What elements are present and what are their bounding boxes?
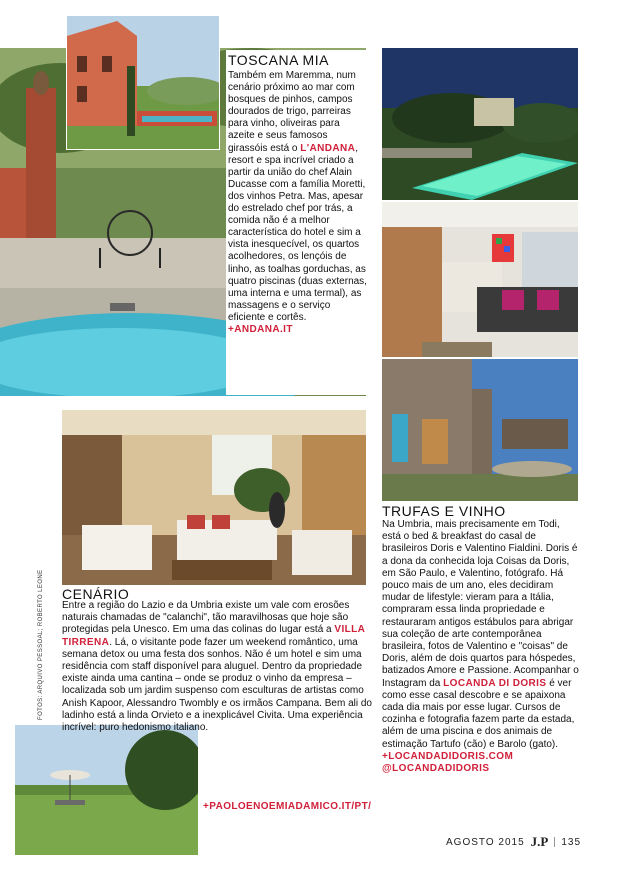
cenario-body xyxy=(62,600,374,734)
trufas-text-2: é ver como esse casal descobre e se apaixona cada dia mais por esse lugar. Cursos de cozinha e fotografia fazem parte da estada, além de uma piscina e dos animais de estimação Tartufo (cão) e Barolo (gato). xyxy=(382,677,575,750)
toscana-title: TOSCANA MIA xyxy=(228,52,329,68)
footer-divider xyxy=(554,837,555,847)
cenario-link[interactable]: +PAOLOENOEMIADAMICO.IT/PT/ xyxy=(203,801,372,812)
photo-stone-house xyxy=(382,359,578,501)
photo-credit: FOTOS: ARQUIVO PESSOAL; ROBERTO LEONE xyxy=(38,569,44,720)
cenario-title: CENÁRIO xyxy=(62,586,130,602)
cenario-highlight: VILLA TIRRENA xyxy=(62,624,365,648)
trufas-link[interactable]: +LOCANDADIDORIS.COM xyxy=(382,750,514,762)
footer-brand: J.P xyxy=(530,834,549,849)
cenario-text-after: . Lá, o visitante pode fazer um weekend romântico, uma semana detox ou uma festa dos sonhos. Não é um hotel e sim uma residência com staff disponível para aluguel. Dentro da propriedade existe ainda uma cantina – onde se produz o vinho da empresa – localizada sob um jardim suspenso com esculturas de artistas como Anish Kapoor, Alessandro Twombly e os irmãos Campana. Bem ali do ladinho está a linda Orvieto e a inexplicável Civita. Uma experiência incrível: puro hedonismo italiano. xyxy=(62,636,372,734)
toscana-text-before: Também em Maremma, num cenário próximo ao mar com bosques de pinhos, campos dourados de trigo, parreiras para vinho, oliveiras para azeite e seus famosos girassóis está o xyxy=(228,70,356,154)
trufas-text-1: Na Umbria, mais precisamente em Todi, está o bed & breakfast do casal de brasileiros Doris e Valentino Fialdini. Doris é a dona da conhecida loja Coisas da Doris, em São Paulo, e Valentino, fotógrafo. Há pouco mais de um ano, eles decidiram mudar de lifestyle: vieram para a Itália, compraram essa linda propriedade e restauraram antigos estábulos para abrigar sua coleção de arte contemporânea brasileira, fotos de Valentino e "coisas" de Doris, além de dois quartos para hóspedes, batizados Amore e Passione. Acompanhar o Instagram da xyxy=(382,519,579,689)
page-footer xyxy=(446,834,581,850)
toscana-text-after: , resort e spa incrível criado a partir da união do chef Alain Ducasse com a família Moretti, dos vinhos Petra. Mas, apesar do estrelado chef por trás, a comida não é a melhor característica do hotel e sim a vista inesquecível, os quartos acolhedores, os lençóis de linho, as toalhas gorduchas, as quatro piscinas (duas externas, uma interna e uma termal), as massagens e o serviço eficiente e cortês. xyxy=(228,142,367,323)
page-number: 135 xyxy=(561,836,582,848)
trufas-highlight: LOCANDA DI DORIS xyxy=(443,677,547,689)
toscana-body xyxy=(228,70,368,336)
footer-month: AGOSTO 2015 xyxy=(446,836,525,848)
trufas-body xyxy=(382,519,580,775)
photo-toscana-villa xyxy=(66,15,220,150)
photo-garden xyxy=(15,725,198,855)
photo-living-room xyxy=(382,202,578,357)
trufas-title: TRUFAS E VINHO xyxy=(382,503,506,519)
photo-night-pool xyxy=(382,48,578,200)
toscana-section xyxy=(226,50,370,395)
cenario-text-before: Entre a região do Lazio e da Umbria existe um vale com erosões naturais chamadas de "calanchi", tão maravilhosas que hoje são protegidas pela Unesco. Em uma das colinas do lugar está a xyxy=(62,600,350,636)
toscana-link[interactable]: +ANDANA.IT xyxy=(228,323,293,335)
trufas-instagram-link[interactable]: @LOCANDADIDORIS xyxy=(382,763,490,775)
photo-veranda xyxy=(62,410,366,585)
toscana-highlight: L'ANDANA xyxy=(300,142,356,154)
